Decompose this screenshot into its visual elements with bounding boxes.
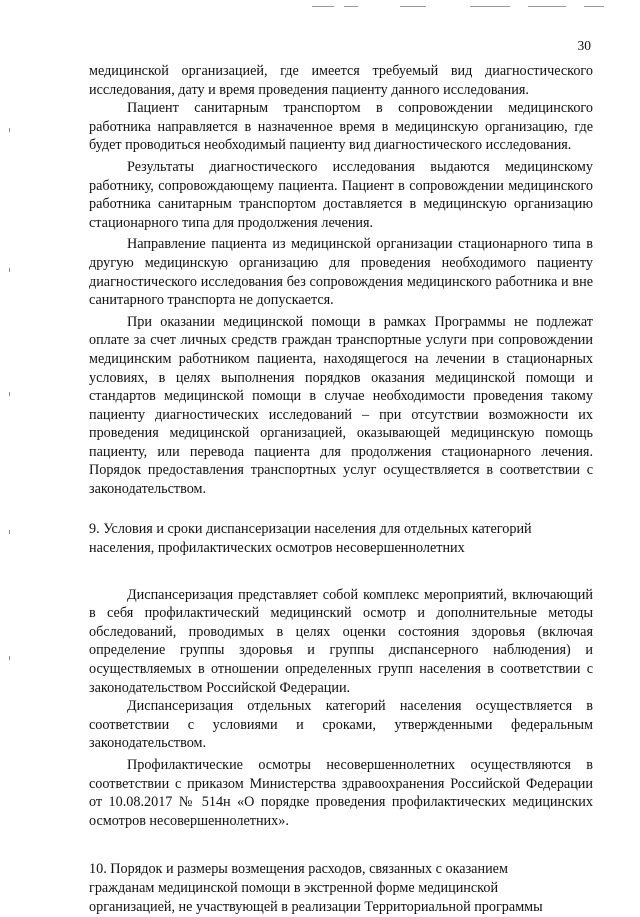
scan-artifact <box>9 530 10 534</box>
section-heading-10 <box>89 860 593 917</box>
scan-artifact <box>312 6 334 7</box>
heading-line: 9. Условия и сроки диспансеризации населения для отдельных категорий <box>89 520 532 537</box>
page-number: 30 <box>577 38 591 53</box>
paragraph: Результаты диагностического исследования выдаются медицинскому работнику, сопровождающему пациента. Пациент в сопровождении медицинского работника санитарным транспортом доставляется в медицинскую организацию стационарного типа для продолжения лечения. <box>89 158 593 231</box>
scan-artifact <box>9 656 10 660</box>
document-body <box>89 62 593 917</box>
heading-line: 10. Порядок и размеры возмещения расходов, связанных с оказанием <box>89 861 508 878</box>
paragraph: Направление пациента из медицинской организации стационарного типа в другую медицинскую организацию для проведения необходимого пациенту диагностического исследования без сопровождения медицинского работника и вне санитарного транспорта не допускается. <box>89 236 593 309</box>
section-heading-9 <box>89 520 593 558</box>
scan-artifact <box>400 6 426 7</box>
scan-artifact <box>9 392 10 396</box>
scan-artifact <box>528 6 566 7</box>
scan-artifact <box>344 6 358 7</box>
paragraph: При оказании медицинской помощи в рамках Программы не подлежат оплате за счет личных средств граждан транспортные услуги при сопровождении медицинским работником пациента, находящегося на лечении в стационарных условиях, в целях выполнения порядков оказания медицинской помощи и стандартов медицинской помощи в случае необходимости проведения такому пациенту диагностических исследований – при отсутствии возможности их проведения медицинской организацией, оказывающей медицинскую помощь пациенту, или перевода пациента для продолжения стационарного лечения. Порядок предоставления транспортных услуг осуществляется в соответствии с законодательством. <box>89 313 593 498</box>
paragraph: Диспансеризация отдельных категорий населения осуществляется в соответствии с условиями и сроками, утвержденными федеральным законодательством. <box>89 698 593 752</box>
scan-artifact <box>584 6 604 7</box>
heading-line: населения, профилактических осмотров несовершеннолетних <box>89 539 465 556</box>
scan-artifact <box>9 128 10 132</box>
scan-artifact <box>9 268 10 272</box>
heading-line: гражданам медицинской помощи в экстренной форме медицинской <box>89 880 499 897</box>
paragraph: Диспансеризация представляет собой комплекс мероприятий, включающий в себя профилактический медицинский осмотр и дополнительные методы обследований, проводимых в целях оценки состояния здоровья (включая определение группы здоровья и группы диспансерного наблюдения) и осуществляемых в отношении определенных групп населения в соответствии с законодательством Российской Федерации. <box>89 586 593 696</box>
paragraph: медицинской организацией, где имеется требуемый вид диагностического исследования, дату и время проведения пациенту данного исследования. <box>89 63 593 98</box>
scan-artifact <box>470 6 510 7</box>
heading-line: организацией, не участвующей в реализации Территориальной программы <box>89 899 543 916</box>
paragraph: Пациент санитарным транспортом в сопровождении медицинского работника направляется в назначенное время в медицинскую организацию, где будет проводиться необходимый пациенту вид диагностического исследования. <box>89 100 593 154</box>
paragraph: Профилактические осмотры несовершеннолетних осуществляются в соответствии с приказом Министерства здравоохранения Российской Федерации от 10.08.2017 № 514н «О порядке проведения профилактических медицинских осмотров несовершеннолетних». <box>89 757 593 829</box>
